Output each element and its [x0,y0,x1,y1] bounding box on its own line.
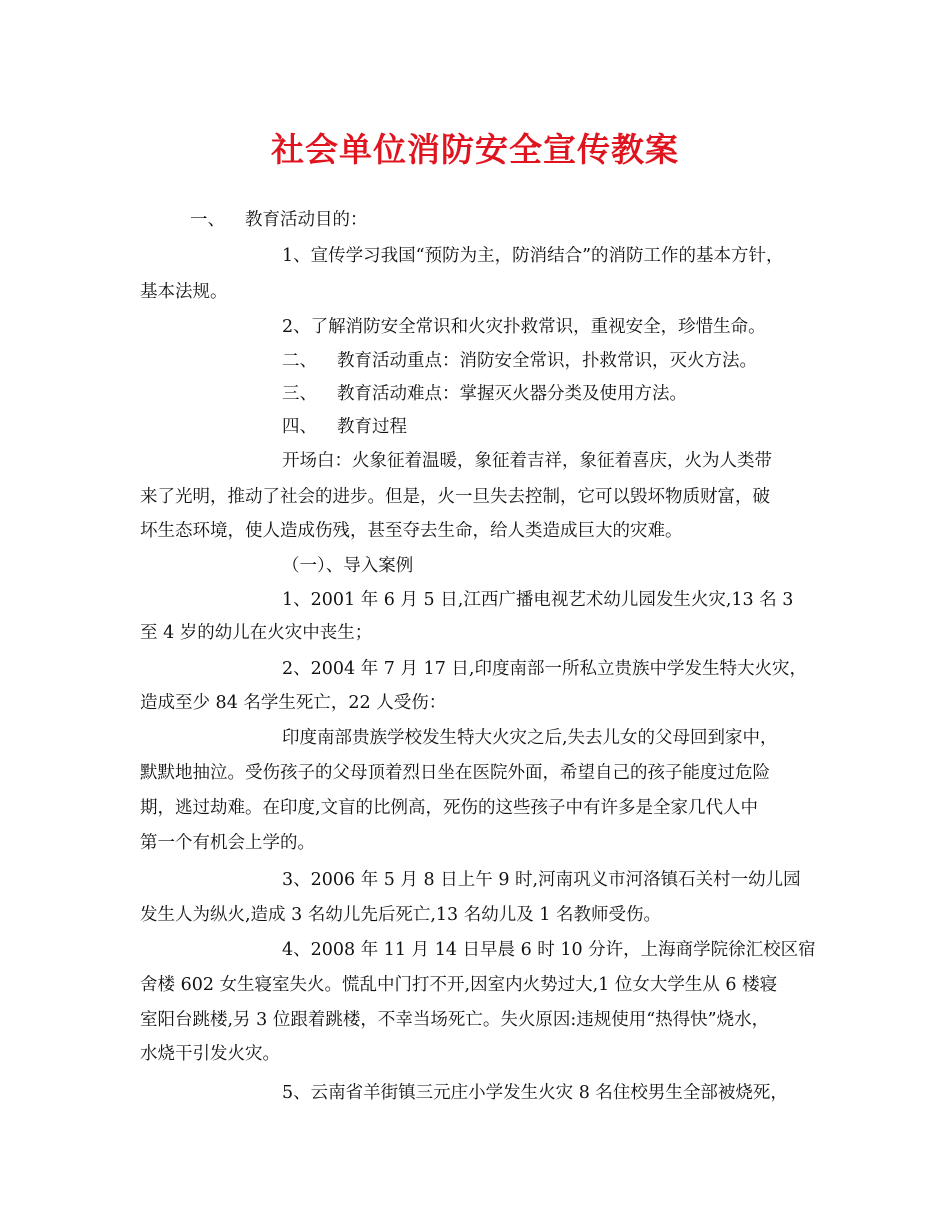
case-3-line-1: 3、2006 年 5 月 8 日上午 9 时,河南巩义市河洛镇石关村一幼儿园 [282,870,801,890]
case-3-line-2: 发生人为纵火,造成 3 名幼儿先后死亡,13 名幼儿及 1 名教师受伤。 [140,905,661,925]
section-4-number: 四、 [282,417,317,437]
case-2-line-2: 造成至少 84 名学生死亡，22 人受伤： [140,693,447,713]
case-5-line-1: 5、云南省羊街镇三元庄小学发生火灾 8 名住校男生全部被烧死， [282,1083,788,1103]
section-3-label: 教育活动难点：掌握灭火器分类及使用方法。 [337,384,687,404]
case-2b-line-3: 期，逃过劫难。在印度,文盲的比例高，死伤的这些孩子中有许多是全家几代人中 [140,798,759,818]
case-4-line-2: 舍楼 602 女生寝室失火。慌乱中门打不开,因室内火势过大,1 位女大学生从 6 楼寝 [140,975,778,995]
case-2b-line-4: 第一个有机会上学的。 [140,833,315,853]
case-4-line-1: 4、2008 年 11 月 14 日早晨 6 时 10 分许，上海商学院徐汇校区宿 [282,940,816,960]
section-1-label: 教育活动目的： [245,210,368,230]
section-1-number: 一、 [190,210,225,230]
section-4-label: 教育过程 [337,417,407,437]
section-3-heading [282,381,687,407]
opening-line-2: 来了光明，推动了社会的进步。但是，火一旦失去控制，它可以毁坏物质财富，破 [140,487,770,507]
case-1-line-2: 至 4 岁的幼儿在火灾中丧生； [140,623,373,643]
paragraph-1-line-1: 1、宣传学习我国“预防为主，防消结合”的消防工作的基本方针， [282,246,784,266]
case-1-line-1: 1、2001 年 6 月 5 日,江西广播电视艺术幼儿园发生火灾,13 名 3 [282,590,794,610]
section-2-number: 二、 [282,351,317,371]
section-4-heading [282,414,407,440]
subheading-cases: （一）、导入案例 [282,556,414,576]
case-2b-line-1: 印度南部贵族学校发生特大火灾之后,失去儿女的父母回到家中， [282,728,778,748]
section-2-heading [282,348,757,374]
opening-line-3: 坏生态环境，使人造成伤残，甚至夺去生命，给人类造成巨大的灾难。 [140,521,683,541]
section-1-heading [190,207,368,233]
case-2b-line-2: 默默地抽泣。受伤孩子的父母顶着烈日坐在医院外面，希望自己的孩子能度过危险 [140,763,770,783]
section-2-label: 教育活动重点：消防安全常识，扑救常识，灭火方法。 [337,351,757,371]
document-title: 社会单位消防安全宣传教案 [271,130,679,169]
section-3-number: 三、 [282,384,317,404]
paragraph-1-line-2: 基本法规。 [140,282,228,302]
paragraph-2: 2、了解消防安全常识和火灾扑救常识，重视安全，珍惜生命。 [282,317,766,337]
case-2-line-1: 2、2004 年 7 月 17 日,印度南部一所私立贵族中学发生特大火灾， [282,659,807,679]
opening-line-1: 开场白：火象征着温暖，象征着吉祥，象征着喜庆，火为人类带 [282,451,772,471]
case-4-line-4: 水烧干引发火灾。 [140,1044,280,1064]
case-4-line-3: 室阳台跳楼,另 3 位跟着跳楼，不幸当场死亡。失火原因:违规使用“热得快”烧水， [140,1010,770,1030]
